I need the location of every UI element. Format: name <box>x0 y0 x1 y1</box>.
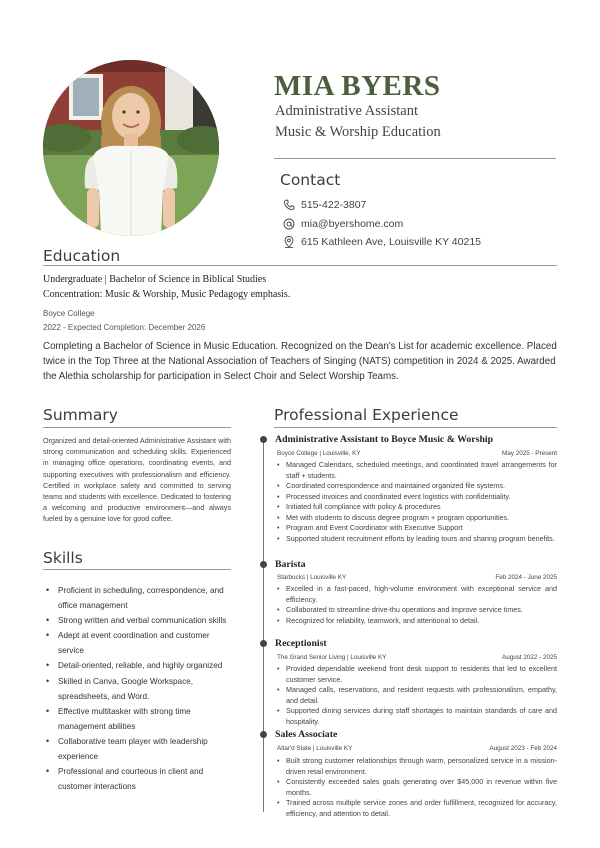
job-bullet: • Managed Calendars, scheduled meetings, and coordinated travel arrangements for staff + students. <box>277 460 557 481</box>
job-bullet: • Excelled in a fast-paced, high-volume environment with exceptional service and efficiency. <box>277 584 557 605</box>
degree-line: Undergraduate | Bachelor of Science in Biblical Studies <box>43 274 267 285</box>
phone-number: 515-422-3807 <box>301 199 367 211</box>
timeline-dot <box>260 731 267 738</box>
job-dates: August 2023 - Feb 2024 <box>489 745 557 752</box>
skill-item: • Adept at event coordination and customer service <box>43 628 233 658</box>
job-title: Sales Associate <box>275 729 338 740</box>
job-bullet: • Met with students to discuss degree program + program opportunities. <box>277 513 557 524</box>
job-title: Barista <box>275 559 306 570</box>
job-title-line1: Administrative Assistant <box>275 103 418 119</box>
at-icon <box>283 218 295 230</box>
experience-divider <box>274 427 557 428</box>
job-bullets <box>277 664 557 727</box>
job-bullet: • Provided dependable weekend front desk support to residents that led to excellent customer service. <box>277 664 557 685</box>
skill-item: • Detail-oriented, reliable, and highly organized <box>43 658 233 673</box>
job-org: Altar'd State | Louisville KY <box>277 745 353 752</box>
job-org: Starbucks | Louisville KY <box>277 574 347 581</box>
contact-address-row <box>283 236 481 248</box>
job-dates: Feb 2024 - June 2025 <box>495 574 557 581</box>
school-name: Boyce College <box>43 309 95 318</box>
job-bullet: • Supported dining services during staff shortages to maintain standards of care and hospitality. <box>277 706 557 727</box>
skill-item: • Effective multitasker with strong time management abilities <box>43 704 233 734</box>
contact-heading: Contact <box>280 171 341 189</box>
skill-item: • Strong written and verbal communication skills <box>43 613 233 628</box>
summary-heading: Summary <box>43 406 118 424</box>
job-bullet: • Consistently exceeded sales goals generating over $45,000 in revenue within five months. <box>277 777 557 798</box>
profile-photo-illustration <box>43 60 219 236</box>
skills-list <box>43 583 233 794</box>
job-meta <box>277 745 557 752</box>
skill-item: • Professional and courteous in client and customer interactions <box>43 764 233 794</box>
concentration-line: Concentration: Music & Worship, Music Pedagogy emphasis. <box>43 289 291 300</box>
job-dates: May 2025 - Present <box>502 450 557 457</box>
timeline-dot <box>260 640 267 647</box>
experience-heading: Professional Experience <box>274 406 459 424</box>
education-description: Completing a Bachelor of Science in Music Education. Recognized on the Dean's List for academic excellence. Placed twice in the Top Three at the National Association of Teachers of Singing (NATS) competition in 2024 & 2025. Awarded the Alethia scholarship for participation in Select Choir and Select Worship Teams. <box>43 341 557 382</box>
job-org: Boyce College | Louisville, KY <box>277 450 361 457</box>
skill-item: • Collaborative team player with leadership experience <box>43 734 233 764</box>
job-meta <box>277 654 557 661</box>
job-bullet: • Recognized for reliability, teamwork, and attentional to detail. <box>277 616 557 627</box>
job-meta <box>277 574 557 581</box>
job-bullets <box>277 756 557 819</box>
header-divider <box>274 158 556 159</box>
skills-divider <box>43 569 231 570</box>
job-meta <box>277 450 557 457</box>
job-bullet: • Trained across multiple service zones and order fulfillment, recognized for accuracy, efficiency, and attention to detail. <box>277 798 557 819</box>
job-title: Receptionist <box>275 638 327 649</box>
summary-divider <box>43 427 231 428</box>
contact-email-row[interactable] <box>283 218 403 230</box>
job-title: Administrative Assistant to Boyce Music & Worship <box>275 434 494 445</box>
job-bullet: • Collaborated to streamline drive-thu operations and improve service times. <box>277 605 557 616</box>
phone-icon <box>283 199 295 211</box>
job-bullet: • Program and Event Coordinator with Executive Support <box>277 523 557 534</box>
job-title-line2: Music & Worship Education <box>275 124 441 140</box>
profile-photo <box>43 60 219 236</box>
job-bullet: • Initiated full compliance with policy & procedures <box>277 502 557 513</box>
skills-heading: Skills <box>43 549 83 567</box>
job-bullet: • Built strong customer relationships through warm, personalized service in a mission-driven retail environment. <box>277 756 557 777</box>
job-bullet: • Managed calls, reservations, and resident requests with professionalism, empathy, and detail. <box>277 685 557 706</box>
timeline-dot <box>260 561 267 568</box>
education-heading: Education <box>43 247 121 265</box>
contact-phone-row[interactable] <box>283 199 366 211</box>
summary-text: Organized and detail-oriented Administrative Assistant with strong communication and scheduling skills. Experienced in managing office operations, coordinating events, and supporting executives with professionalism and efficiency. Certified in workplace safety and committed to serving teams and students with excellence. Dedicated to fostering a welcoming and productive environment—and always fueled by a genuine love for good coffee. <box>43 436 231 524</box>
job-dates: August 2022 - 2025 <box>502 654 557 661</box>
street-address: 615 Kathleen Ave, Louisville KY 40215 <box>301 236 482 248</box>
education-dates: 2022 - Expected Completion: December 2026 <box>43 323 206 332</box>
skill-item: • Proficient in scheduling, correspondence, and office management <box>43 583 233 613</box>
job-bullet: • Coordinated correspondence and maintained organized file systems. <box>277 481 557 492</box>
education-divider <box>43 265 557 266</box>
job-bullet: • Supported student recruitment efforts by leading tours and sharing program benefits. <box>277 534 557 545</box>
skill-item: • Skilled in Canva, Google Workspace, spreadsheets, and Word. <box>43 674 233 704</box>
job-org: The Grand Senior Living | Louisville KY <box>277 654 387 661</box>
experience-timeline <box>263 437 264 812</box>
timeline-dot <box>260 436 267 443</box>
location-pin-icon <box>283 236 295 248</box>
email-address: mia@byershome.com <box>301 218 404 230</box>
job-bullet: • Processed invoices and coordinated event logistics with confidentiality. <box>277 492 557 503</box>
job-bullets <box>277 584 557 626</box>
job-bullets <box>277 460 557 544</box>
candidate-name: MIA BYERS <box>274 70 441 102</box>
